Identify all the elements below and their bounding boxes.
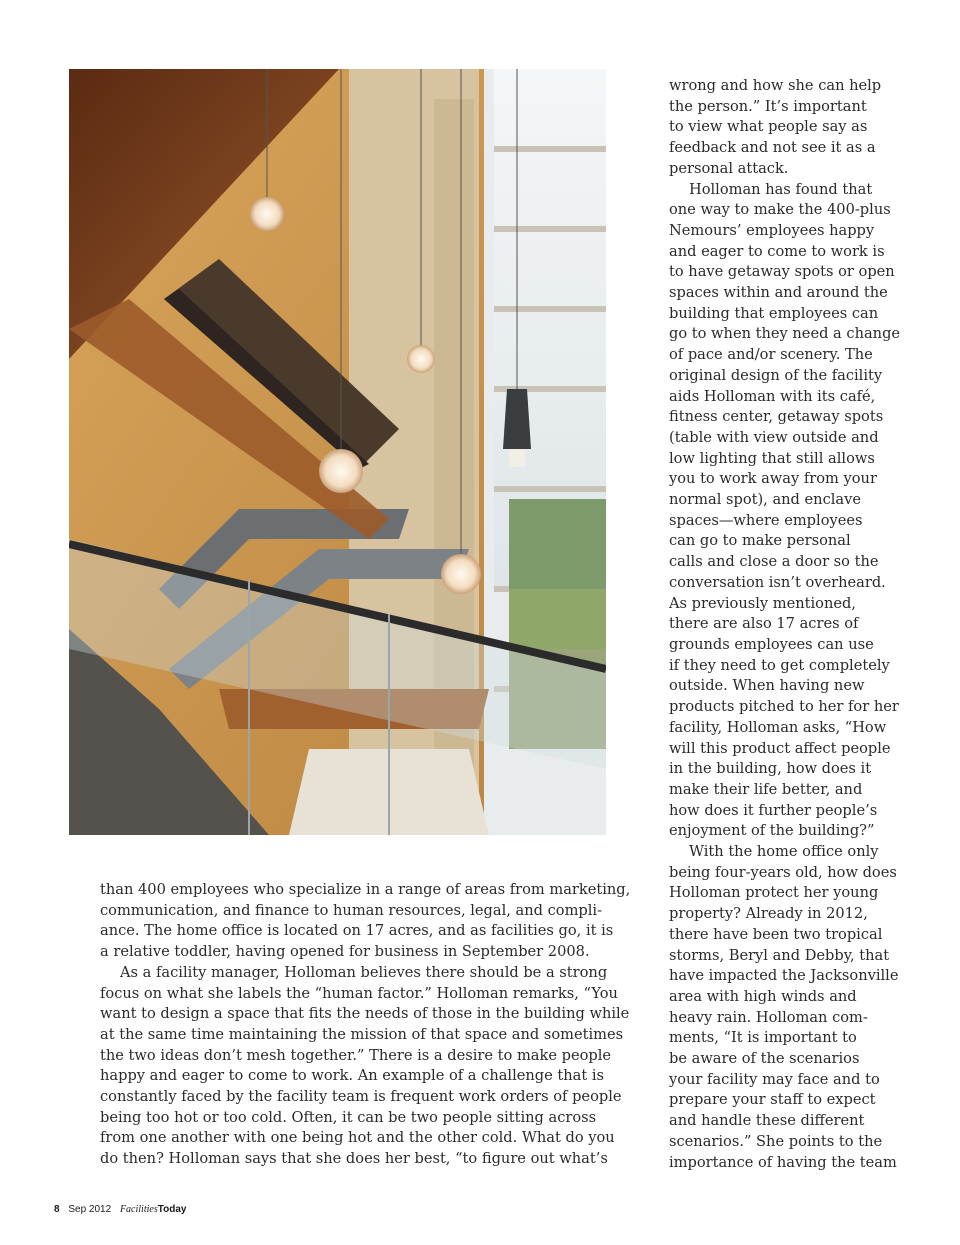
page-footer <box>54 1204 186 1215</box>
left-line: at the same time maintaining the mission of that space and sometimes <box>100 1025 624 1043</box>
right-line: ments, “It is important to <box>669 1029 857 1047</box>
right-line: be aware of the scenarios <box>669 1050 860 1068</box>
right-line: if they need to get completely <box>669 656 890 674</box>
right-line: building that employees can <box>669 304 879 322</box>
right-line: conversation isn’t overheard. <box>669 573 886 591</box>
right-line: aids Holloman with its café, <box>669 387 876 405</box>
right-line: outside. When having new <box>669 677 865 695</box>
right-line: there are also 17 acres of <box>669 615 859 633</box>
left-line: focus on what she labels the “human factor.” Holloman remarks, “You <box>100 984 618 1002</box>
left-line: constantly faced by the facility team is frequent work orders of people <box>100 1088 622 1106</box>
left-line: ance. The home office is located on 17 acres, and as facilities go, it is <box>100 922 614 940</box>
right-line: the person.” It’s important <box>669 97 867 115</box>
right-line: have impacted the Jacksonville <box>669 967 899 985</box>
right-line: wrong and how she can help <box>669 77 882 94</box>
right-line: low lighting that still allows <box>669 449 875 467</box>
right-line: to have getaway spots or open <box>669 263 895 281</box>
right-line: property? Already in 2012, <box>669 905 868 923</box>
staircase-atrium-photo <box>69 69 606 835</box>
right-line: you to work away from your <box>669 470 877 488</box>
left-column <box>100 880 631 1170</box>
right-line: spaces within and around the <box>669 284 888 302</box>
left-line: the two ideas don’t mesh together.” There is a desire to make people <box>100 1046 612 1064</box>
right-line: your facility may face and to <box>669 1070 880 1088</box>
right-line: area with high winds and <box>669 987 857 1005</box>
right-line: scenarios.” She points to the <box>669 1132 883 1150</box>
right-line: With the home office only <box>689 843 879 861</box>
left-line: than 400 employees who specialize in a range of areas from marketing, <box>100 881 631 898</box>
right-line: prepare your staff to expect <box>669 1091 876 1109</box>
right-line: facility, Holloman asks, “How <box>669 718 887 736</box>
right-line: products pitched to her for her <box>669 698 899 716</box>
left-line: do then? Holloman says that she does her best, “to figure out what’s <box>100 1150 608 1168</box>
right-line: Holloman protect her young <box>669 884 879 902</box>
left-line: communication, and finance to human resources, legal, and compli- <box>100 901 603 919</box>
right-line: of pace and/or scenery. The <box>669 346 873 364</box>
right-line: how does it further people’s <box>669 801 878 819</box>
right-line: make their life better, and <box>669 780 863 798</box>
right-line: can go to make personal <box>669 532 851 550</box>
right-line: (table with view outside and <box>669 428 879 446</box>
photo-illustration <box>69 69 606 835</box>
left-line: As a facility manager, Holloman believes there should be a strong <box>120 963 608 981</box>
page-number: 8 <box>54 1204 60 1215</box>
right-line: feedback and not see it as a <box>669 139 876 157</box>
right-line: heavy rain. Holloman com- <box>669 1008 868 1026</box>
right-line: go to when they need a change <box>669 325 901 343</box>
right-line: and handle these different <box>669 1112 865 1130</box>
right-column <box>669 76 901 1173</box>
right-line: there have been two tropical <box>669 925 883 943</box>
right-line: personal attack. <box>669 159 789 177</box>
right-line: and eager to come to work is <box>669 242 885 260</box>
left-line: a relative toddler, having opened for business in September 2008. <box>100 943 590 961</box>
magazine-name-part2: Today <box>157 1204 187 1215</box>
right-line: original design of the facility <box>669 366 883 384</box>
left-line: want to design a space that fits the needs of those in the building while <box>100 1005 630 1023</box>
right-line: storms, Beryl and Debby, that <box>669 946 890 964</box>
right-line: Holloman has found that <box>689 180 873 198</box>
right-line: in the building, how does it <box>669 760 872 778</box>
issue-date: Sep 2012 <box>68 1204 112 1215</box>
left-line: being too hot or too cold. Often, it can be two people sitting across <box>100 1108 597 1126</box>
right-line: being four-years old, how does <box>669 863 897 881</box>
right-line: calls and close a door so the <box>669 553 879 571</box>
right-line: normal spot), and enclave <box>669 491 861 509</box>
right-line: enjoyment of the building?” <box>669 822 875 840</box>
right-line: to view what people say as <box>669 118 868 136</box>
right-line: spaces—where employees <box>669 511 863 529</box>
left-line: from one another with one being hot and the other cold. What do you <box>100 1129 615 1147</box>
right-line: will this product affect people <box>669 739 891 757</box>
right-line: one way to make the 400-plus <box>669 201 891 219</box>
right-line: grounds employees can use <box>669 635 874 653</box>
left-line: happy and eager to come to work. An example of a challenge that is <box>100 1067 605 1085</box>
magazine-name-part1: Facilities <box>119 1204 158 1215</box>
right-line: Nemours’ employees happy <box>669 221 875 239</box>
right-line: fitness center, getaway spots <box>669 408 884 426</box>
right-line: importance of having the team <box>669 1153 897 1171</box>
right-line: As previously mentioned, <box>669 594 856 612</box>
